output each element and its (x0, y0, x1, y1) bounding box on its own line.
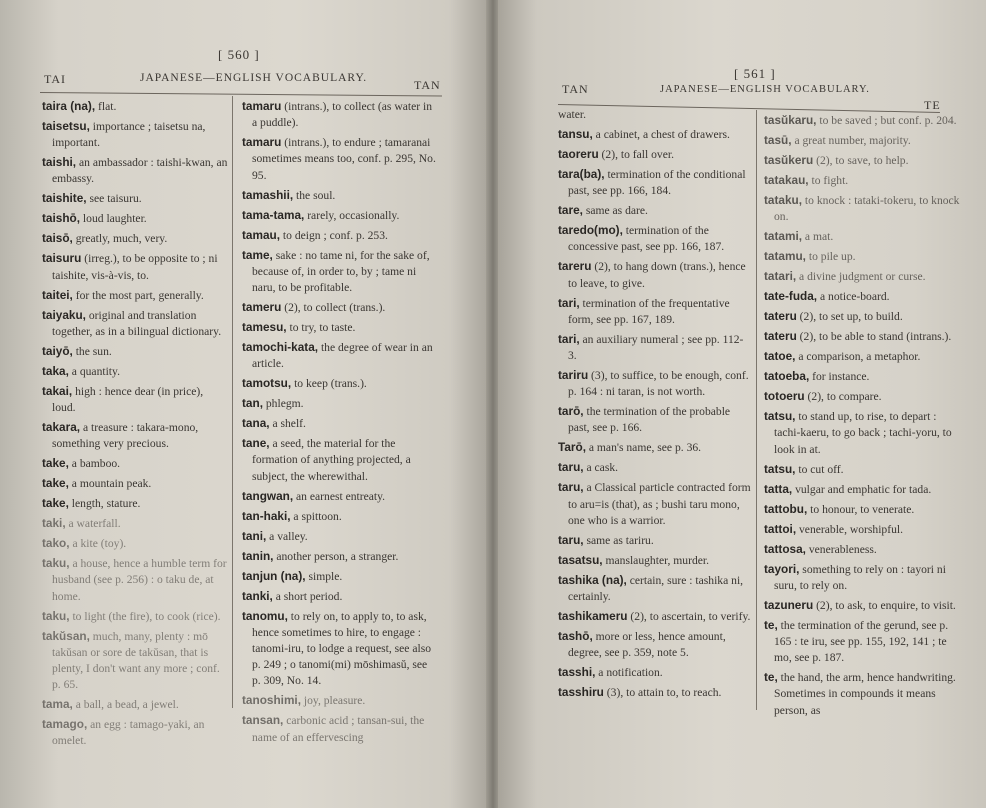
definition: a notification. (595, 666, 663, 680)
definition: to pile up. (805, 250, 856, 264)
vocab-entry (558, 628, 752, 661)
vocab-entry (42, 419, 228, 452)
vocab-entry (42, 455, 228, 472)
definition: venerable, worshipful. (796, 522, 903, 536)
headword: taku, (42, 556, 70, 571)
vocab-entry (558, 258, 752, 291)
vocab-entry (242, 588, 438, 605)
headword: tama-tama, (242, 207, 305, 222)
vocab-entry (764, 617, 960, 667)
headword: tari, (558, 295, 580, 310)
headword: tayori, (764, 561, 800, 576)
definition: a notice-board. (817, 290, 890, 304)
vocab-entry (42, 555, 228, 605)
vocab-entry (764, 481, 960, 498)
definition: to cut off. (795, 462, 844, 476)
vocab-entry (764, 408, 960, 458)
vocab-entry (242, 299, 438, 316)
headword: tatsu, (764, 461, 796, 476)
definition: to stand up, to rise, to depart : tachi-kaeru, to go back ; tachi-yoru, to look in at. (774, 410, 952, 456)
headword: tana, (242, 416, 270, 431)
vocab-entry (764, 669, 960, 719)
definition: a spittoon. (290, 509, 342, 523)
headword: tansan, (242, 713, 284, 728)
definition: a quantity. (68, 364, 120, 378)
vocab-entry (764, 308, 960, 325)
headword: taishō, (42, 211, 81, 226)
vocab-entry (558, 331, 752, 364)
definition: (2), to compare. (804, 390, 882, 404)
definition: joy, pleasure. (301, 694, 366, 708)
definition: carbonic acid ; tansan-sui, the name of an effervescing (252, 714, 425, 744)
headword: tansu, (558, 127, 593, 141)
vocab-entry (558, 222, 752, 255)
headword: tara(ba), (558, 167, 605, 181)
definition: (3), to suffice, to be enough, conf. p. 164 : ni taran, is not worth. (568, 369, 749, 399)
vocab-entry (242, 207, 438, 224)
vocab-entry (242, 548, 438, 565)
headword: tashō, (558, 629, 593, 644)
definition: high : hence dear (in price), loud. (52, 384, 204, 415)
headword: tattobu, (764, 501, 808, 516)
headword: tamau, (242, 227, 281, 242)
headword: taru, (558, 460, 584, 475)
headword: tanjun (na), (242, 568, 306, 583)
headword: tameru (242, 300, 282, 315)
vocab-entry (764, 501, 960, 518)
definition: same as dare. (582, 204, 648, 218)
definition: sake : no tame ni, for the sake of, because of, in order to, by ; tame ni naru, to be profitable. (252, 248, 430, 295)
vocab-entry (558, 367, 752, 400)
headword: takai, (42, 383, 73, 398)
headword: tama, (42, 697, 73, 712)
vocab-entry (764, 328, 960, 345)
definition: the soul. (293, 188, 336, 202)
vocab-entry (242, 692, 438, 709)
definition: length, stature. (68, 497, 141, 511)
definition: a bamboo. (68, 457, 121, 471)
guide-word-left: TAI (44, 72, 67, 86)
headword: tanin, (242, 548, 274, 563)
vocab-entry (42, 363, 228, 380)
headword: tazuneru (764, 597, 814, 612)
vocab-entry (42, 696, 228, 713)
definition: original and translation together, as in a bilingual dictionary. (52, 308, 222, 338)
headword: takara, (42, 420, 81, 435)
right-column-2 (764, 112, 960, 722)
vocab-entry (558, 202, 752, 219)
vocab-entry (558, 166, 752, 199)
definition: same as tariru. (583, 533, 654, 547)
headword: tane, (242, 436, 270, 451)
vocab-entry (242, 435, 438, 485)
headword: tattoi, (764, 521, 797, 536)
definition: a great number, majority. (791, 134, 911, 147)
vocab-entry (42, 190, 228, 207)
vocab-entry (764, 541, 960, 558)
definition: (2), to ascertain, to verify. (627, 610, 751, 624)
definition: a treasure : takara-mono, something very precious. (52, 421, 199, 451)
definition: to light (the fire), to cook (rice). (69, 609, 221, 623)
left-column-2 (242, 98, 438, 749)
definition: vulgar and emphatic for tada. (792, 482, 932, 496)
headword: tasshiru (558, 685, 604, 700)
vocab-entry (764, 561, 960, 594)
vocab-entry (764, 112, 960, 129)
vocab-entry (42, 307, 228, 340)
vocab-entry (558, 532, 752, 549)
vocab-entry (558, 146, 752, 163)
definition: termination of the frequentative form, see pp. 167, 189. (568, 296, 730, 326)
definition: a kite (toy). (69, 537, 127, 551)
headword: tamaru (242, 99, 282, 113)
headword: tasatsu, (558, 552, 603, 567)
definition: the termination of the gerund, see p. 165 : te iru, see pp. 155, 192, 141 ; te mo, see p. 187. (774, 618, 949, 665)
definition: to honour, to venerate. (807, 502, 915, 516)
vocab-entry (764, 192, 960, 225)
headword: tanomu, (242, 608, 288, 623)
vocab-entry (242, 98, 438, 131)
vocab-entry (42, 287, 228, 304)
headword: tasŭkaru, (764, 113, 817, 127)
definition: greatly, much, very. (72, 232, 168, 246)
headword: tashikameru (558, 609, 628, 624)
headword: taki, (42, 516, 66, 531)
headword: tatari, (764, 269, 797, 284)
definition: importance ; taisetsu na, important. (52, 120, 206, 150)
headword: tatoe, (764, 349, 796, 364)
definition: (2), to be able to stand (intrans.). (796, 330, 952, 344)
left-page (0, 0, 488, 808)
vocab-entry (558, 126, 752, 143)
definition: a valley. (266, 529, 308, 543)
headword: tataku, (764, 193, 803, 207)
headword: tateru (764, 309, 797, 324)
header-rule (40, 92, 442, 97)
vocab-entry (242, 608, 438, 690)
vocab-entry (558, 479, 752, 529)
definition: a shelf. (269, 417, 306, 431)
vocab-entry (764, 388, 960, 405)
vocab-entry (42, 383, 228, 416)
headword: tari, (558, 331, 580, 346)
vocab-entry (558, 403, 752, 436)
definition: the sun. (72, 344, 112, 358)
headword: tamago, (42, 717, 88, 732)
headword: taiyaku, (42, 307, 86, 322)
headword: take, (42, 476, 69, 491)
definition: (2), to collect (trans.). (281, 301, 386, 315)
headword: tasŭkeru (764, 153, 814, 167)
guide-word-right: TAN (414, 78, 441, 92)
definition: (3), to attain to, to reach. (603, 686, 722, 700)
headword: tashika (na), (558, 572, 627, 587)
vocab-entry (764, 521, 960, 538)
vocab-entry (764, 248, 960, 265)
vocab-entry (764, 288, 960, 305)
definition: more or less, hence amount, degree, see p. 359, note 5. (568, 630, 726, 660)
headword: tamotsu, (242, 376, 292, 391)
vocab-entry (558, 664, 752, 681)
column-divider (756, 110, 757, 710)
vocab-entry (242, 712, 438, 745)
vocab-entry (242, 134, 438, 184)
definition: the hand, the arm, hence handwriting. Sometimes in compounds it means person, as (774, 671, 956, 717)
headword: tariru (558, 368, 589, 383)
definition: certain, sure : tashika ni, certainly. (568, 573, 744, 604)
definition: to fight. (808, 174, 849, 187)
headword: taitei, (42, 287, 73, 302)
vocab-entry (558, 684, 752, 701)
headword: taredo(mo), (558, 223, 623, 238)
headword: tako, (42, 536, 70, 551)
headword: taira (na), (42, 99, 96, 113)
headword: tamaru (242, 135, 282, 150)
definition: to keep (trans.). (291, 377, 367, 391)
headword: tatoeba, (764, 369, 810, 384)
headword: taiyō, (42, 343, 73, 358)
headword: taru, (558, 532, 584, 547)
headword: te, (764, 670, 778, 685)
definition: manslaughter, murder. (602, 553, 710, 567)
vocab-entry (764, 228, 960, 245)
definition: a man's name, see p. 36. (585, 441, 702, 455)
headword: tate-fuda, (764, 289, 818, 304)
headword: tasū, (764, 133, 792, 147)
vocab-entry (764, 368, 960, 385)
definition: rarely, occasionally. (304, 208, 400, 222)
headword: tan-haki, (242, 508, 291, 523)
definition: (intrans.), to collect (as water in a puddle). (252, 100, 433, 130)
headword: tan, (242, 396, 263, 411)
vocab-entry (558, 106, 752, 123)
definition: to be saved ; but conf. p. 204. (816, 114, 957, 127)
vocab-entry (558, 552, 752, 569)
vocab-entry (42, 154, 228, 187)
vocab-entry (242, 568, 438, 585)
headword: taisetsu, (42, 119, 90, 133)
definition: a waterfall. (65, 517, 121, 531)
headword: taru, (558, 480, 584, 495)
headword: tateru (764, 329, 797, 344)
headword: tanoshimi, (242, 693, 301, 708)
definition: to deign ; conf. p. 253. (280, 228, 388, 242)
headword: takŭsan, (42, 628, 90, 643)
vocab-entry (42, 210, 228, 227)
definition: a cask. (583, 461, 619, 475)
definition: to rely on, to apply to, to ask, hence sometimes to hire, to engage : tanomi-iru, to lodge a request, see also p. 249 ; o tanomi(mi) mōshimasŭ, see p. 309, No. 14. (252, 609, 432, 688)
page-number: [ 560 ] (218, 47, 260, 62)
headword: tatakau, (764, 173, 809, 187)
definition: another person, a stranger. (273, 549, 399, 563)
headword: tamashii, (242, 187, 294, 202)
vocab-entry (42, 716, 228, 749)
definition: termination of the concessive past, see pp. 166, 187. (568, 224, 725, 254)
headword: taoreru (558, 147, 599, 161)
vocab-entry (42, 475, 228, 492)
definition: much, many, plenty : mō takŭsan or sore de takŭsan, that is plenty, I don't want any more ; conf. p. 65. (52, 629, 220, 692)
headword: tarō, (558, 404, 584, 419)
right-column-1 (558, 106, 752, 704)
headword: tattosa, (764, 541, 806, 556)
headword: taishi, (42, 155, 77, 170)
definition: venerableness. (805, 542, 877, 556)
column-divider (232, 96, 233, 708)
vocab-entry (558, 572, 752, 605)
headword: tani, (242, 528, 267, 543)
headword: tatsu, (764, 409, 796, 424)
definition: (irreg.), to be opposite to ; ni taishite, vis-à-vis, to. (52, 252, 218, 282)
vocab-entry (242, 415, 438, 432)
vocab-entry (42, 608, 228, 625)
vocab-entry (242, 339, 438, 372)
definition: a comparison, a metaphor. (795, 350, 921, 364)
definition: an earnest entreaty. (293, 489, 386, 503)
vocab-entry (42, 495, 228, 512)
definition: a ball, a bead, a jewel. (72, 698, 179, 712)
definition: (intrans.), to endure ; tamaranai sometimes means too, conf. p. 295, No. 95. (252, 136, 436, 182)
definition: a cabinet, a chest of drawers. (592, 128, 730, 141)
page-number: [ 561 ] (734, 66, 776, 81)
definition: phlegm. (262, 397, 304, 411)
definition: loud laughter. (80, 212, 147, 226)
vocab-entry (764, 152, 960, 169)
headword: Tarō, (558, 440, 586, 455)
definition: the degree of wear in an article. (252, 341, 433, 371)
vocab-entry (42, 250, 228, 283)
definition: an egg : tamago-yaki, an omelet. (52, 718, 205, 748)
running-head: JAPANESE—ENGLISH VOCABULARY. (660, 84, 870, 95)
headword: tanki, (242, 588, 273, 603)
headword: taisuru (42, 251, 82, 266)
definition: termination of the conditional past, see pp. 166, 184. (568, 168, 746, 198)
headword: take, (42, 456, 69, 471)
guide-word-right: TE (924, 98, 941, 112)
definition: see taisuru. (86, 192, 142, 206)
headword: tatami, (764, 229, 803, 244)
vocab-entry (42, 535, 228, 552)
vocab-entry (242, 528, 438, 545)
running-head: JAPANESE—ENGLISH VOCABULARY. (140, 72, 368, 84)
definition: (2), to ask, to enquire, to visit. (813, 598, 956, 612)
headword: tamochi-kata, (242, 340, 319, 355)
headword: taka, (42, 363, 69, 378)
headword: tame, (242, 247, 273, 262)
vocab-entry (42, 98, 228, 115)
vocab-entry (764, 461, 960, 478)
definition: a mountain peak. (68, 477, 152, 491)
vocab-entry (42, 230, 228, 247)
left-column-1 (42, 98, 228, 752)
vocab-entry (764, 132, 960, 149)
headword: tare, (558, 203, 583, 218)
definition: to try, to taste. (286, 321, 356, 335)
vocab-entry (242, 395, 438, 412)
definition: something to rely on : tayori ni suru, to rely on. (774, 562, 946, 592)
vocab-entry (764, 172, 960, 189)
vocab-entry (42, 343, 228, 360)
headword: tatamu, (764, 249, 806, 264)
definition: a short period. (272, 589, 343, 603)
headword: te, (764, 617, 778, 632)
vocab-entry (764, 348, 960, 365)
headword: tareru (558, 259, 592, 274)
definition: an auxiliary numeral ; see pp. 112-3. (568, 332, 744, 363)
guide-word-left: TAN (562, 82, 589, 96)
definition: flat. (95, 100, 117, 113)
definition: water. (558, 108, 587, 121)
vocab-entry (42, 515, 228, 532)
vocab-entry (764, 268, 960, 285)
headword: tamesu, (242, 320, 287, 335)
vocab-entry (242, 187, 438, 204)
vocab-entry (764, 597, 960, 614)
headword: totoeru (764, 389, 805, 404)
definition: for the most part, generally. (72, 288, 204, 302)
vocab-entry (242, 227, 438, 244)
definition: for instance. (809, 370, 870, 384)
headword: tangwan, (242, 488, 294, 503)
headword: tasshi, (558, 665, 596, 680)
vocab-entry (42, 628, 228, 694)
headword: take, (42, 496, 69, 511)
vocab-entry (558, 459, 752, 476)
definition: a seed, the material for the formation of anything projected, a subject, the wherewithal. (252, 437, 411, 483)
headword: taishite, (42, 191, 87, 206)
right-page (498, 0, 986, 808)
vocab-entry (42, 118, 228, 151)
vocab-entry (242, 247, 438, 297)
headword: tatta, (764, 481, 793, 496)
definition: (2), to hang down (trans.), hence to leave, to give. (568, 260, 746, 290)
definition: a Classical particle contracted form to aru=is (that), as ; bushi taru mono, one who is a warrior. (568, 481, 751, 527)
vocab-entry (558, 439, 752, 456)
definition: to knock : tataki-tokeru, to knock on. (774, 194, 960, 224)
definition: the termination of the probable past, see p. 166. (568, 405, 731, 435)
definition: (2), to set up, to build. (796, 310, 903, 324)
definition: (2), to save, to help. (813, 154, 909, 167)
vocab-entry (558, 608, 752, 625)
vocab-entry (242, 375, 438, 392)
definition: a mat. (802, 230, 834, 244)
headword: taisō, (42, 231, 73, 246)
definition: a divine judgment or curse. (796, 270, 926, 284)
headword: taku, (42, 608, 70, 623)
definition: simple. (305, 569, 343, 583)
definition: a house, hence a humble term for husband (see p. 256) : o taku de, at home. (52, 557, 227, 603)
definition: (2), to fall over. (598, 148, 674, 161)
vocab-entry (242, 488, 438, 505)
vocab-entry (558, 295, 752, 328)
vocab-entry (242, 508, 438, 525)
definition: an ambassador : taishi-kwan, an embassy. (52, 156, 228, 186)
vocab-entry (242, 319, 438, 336)
